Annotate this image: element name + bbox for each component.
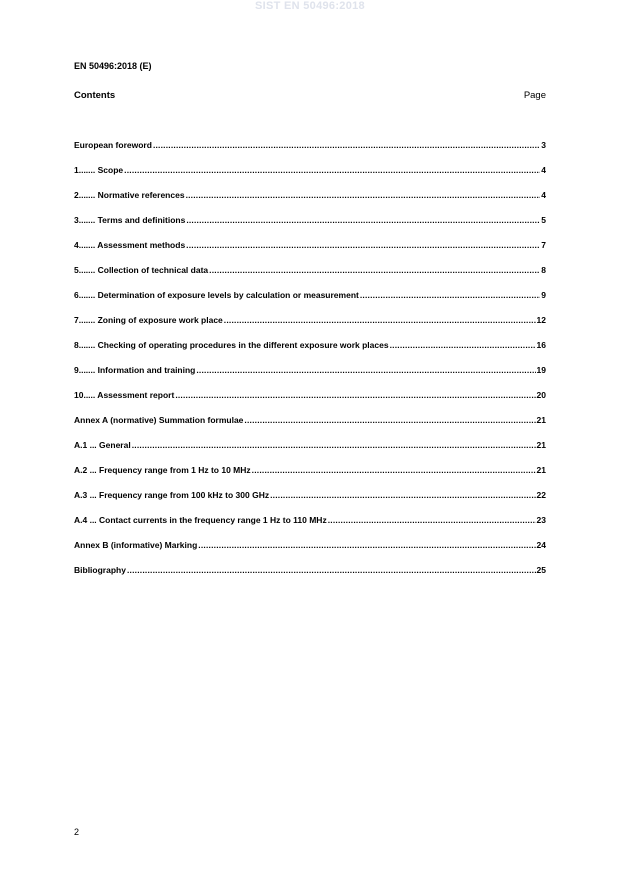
toc-entry[interactable] (74, 364, 546, 389)
toc-entry-label: A.1 ... General (74, 440, 131, 450)
toc-entry[interactable] (74, 439, 546, 464)
toc-entry-label: 5....... Collection of technical data (74, 265, 209, 275)
toc-entry[interactable] (74, 314, 546, 339)
toc-entry-label: 9....... Information and training (74, 365, 196, 375)
toc-dot-leader (328, 514, 536, 526)
toc-entry-page: 9 (541, 290, 546, 300)
toc-entry-label: A.3 ... Frequency range from 100 kHz to 300 GHz (74, 490, 270, 500)
toc-entry-page: 22 (536, 490, 546, 500)
toc-dot-leader (390, 339, 536, 351)
toc-entry[interactable] (74, 339, 546, 364)
toc-dot-leader (175, 389, 535, 401)
watermark: SIST EN 50496:2018 (255, 0, 365, 12)
toc-entry[interactable] (74, 289, 546, 314)
toc-entry-label: 6....... Determination of exposure levels by calculation or measurement (74, 290, 359, 300)
toc-entry[interactable] (74, 389, 546, 414)
toc-entry[interactable] (74, 214, 546, 239)
toc-dot-leader (132, 439, 536, 451)
toc-dot-leader (224, 314, 536, 326)
toc-dot-leader (198, 539, 535, 551)
toc-dot-leader (196, 364, 535, 376)
toc-dot-leader (209, 264, 540, 276)
toc-entry-page: 23 (536, 515, 546, 525)
toc-dot-leader (252, 464, 536, 476)
toc-dot-leader (124, 164, 540, 176)
toc-dot-leader (127, 564, 536, 576)
toc-entry[interactable] (74, 564, 546, 589)
page-number: 2 (74, 827, 80, 837)
toc-entry-label: 3....... Terms and definitions (74, 215, 186, 225)
toc-entry-label: 2....... Normative references (74, 190, 185, 200)
toc-entry-label: Annex B (informative) Marking (74, 540, 198, 550)
toc-entry-page: 4 (541, 190, 546, 200)
table-of-contents (74, 139, 546, 589)
toc-entry[interactable] (74, 514, 546, 539)
toc-entry[interactable] (74, 264, 546, 289)
toc-entry[interactable] (74, 464, 546, 489)
toc-entry-label: Annex A (normative) Summation formulae (74, 415, 244, 425)
toc-dot-leader (360, 289, 540, 301)
toc-entry-page: 21 (536, 415, 546, 425)
toc-entry-page: 12 (536, 315, 546, 325)
toc-entry-page: 21 (536, 465, 546, 475)
contents-header (74, 90, 546, 101)
toc-entry-label: 7....... Zoning of exposure work place (74, 315, 223, 325)
toc-entry-page: 8 (541, 265, 546, 275)
toc-entry-page: 5 (541, 215, 546, 225)
toc-entry-label: A.4 ... Contact currents in the frequency range 1 Hz to 110 MHz (74, 515, 327, 525)
toc-entry[interactable] (74, 489, 546, 514)
toc-dot-leader (186, 239, 540, 251)
toc-entry-label: 10..... Assessment report (74, 390, 175, 400)
toc-entry-label: 1....... Scope (74, 165, 124, 175)
toc-entry-page: 19 (536, 365, 546, 375)
toc-entry-page: 16 (536, 340, 546, 350)
document-id: EN 50496:2018 (E) (74, 61, 152, 71)
toc-entry-label: 4....... Assessment methods (74, 240, 186, 250)
page-column-label: Page (523, 90, 546, 101)
toc-entry-label: European foreword (74, 140, 152, 150)
toc-entry-page: 4 (541, 165, 546, 175)
contents-title: Contents (74, 90, 116, 101)
toc-entry-page: 24 (536, 540, 546, 550)
toc-entry-page: 3 (541, 140, 546, 150)
toc-entry-page: 20 (536, 390, 546, 400)
toc-entry-page: 21 (536, 440, 546, 450)
toc-entry[interactable] (74, 539, 546, 564)
toc-entry[interactable] (74, 239, 546, 264)
toc-entry[interactable] (74, 189, 546, 214)
toc-entry-label: 8....... Checking of operating procedures in the different exposure work places (74, 340, 389, 350)
toc-dot-leader (153, 139, 540, 151)
toc-entry[interactable] (74, 139, 546, 164)
toc-entry-label: A.2 ... Frequency range from 1 Hz to 10 MHz (74, 465, 251, 475)
toc-dot-leader (186, 189, 541, 201)
toc-dot-leader (244, 414, 535, 426)
toc-entry[interactable] (74, 164, 546, 189)
toc-dot-leader (270, 489, 535, 501)
toc-entry-label: Bibliography (74, 565, 126, 575)
toc-dot-leader (186, 214, 540, 226)
toc-entry-page: 7 (541, 240, 546, 250)
toc-entry[interactable] (74, 414, 546, 439)
toc-entry-page: 25 (536, 565, 546, 575)
